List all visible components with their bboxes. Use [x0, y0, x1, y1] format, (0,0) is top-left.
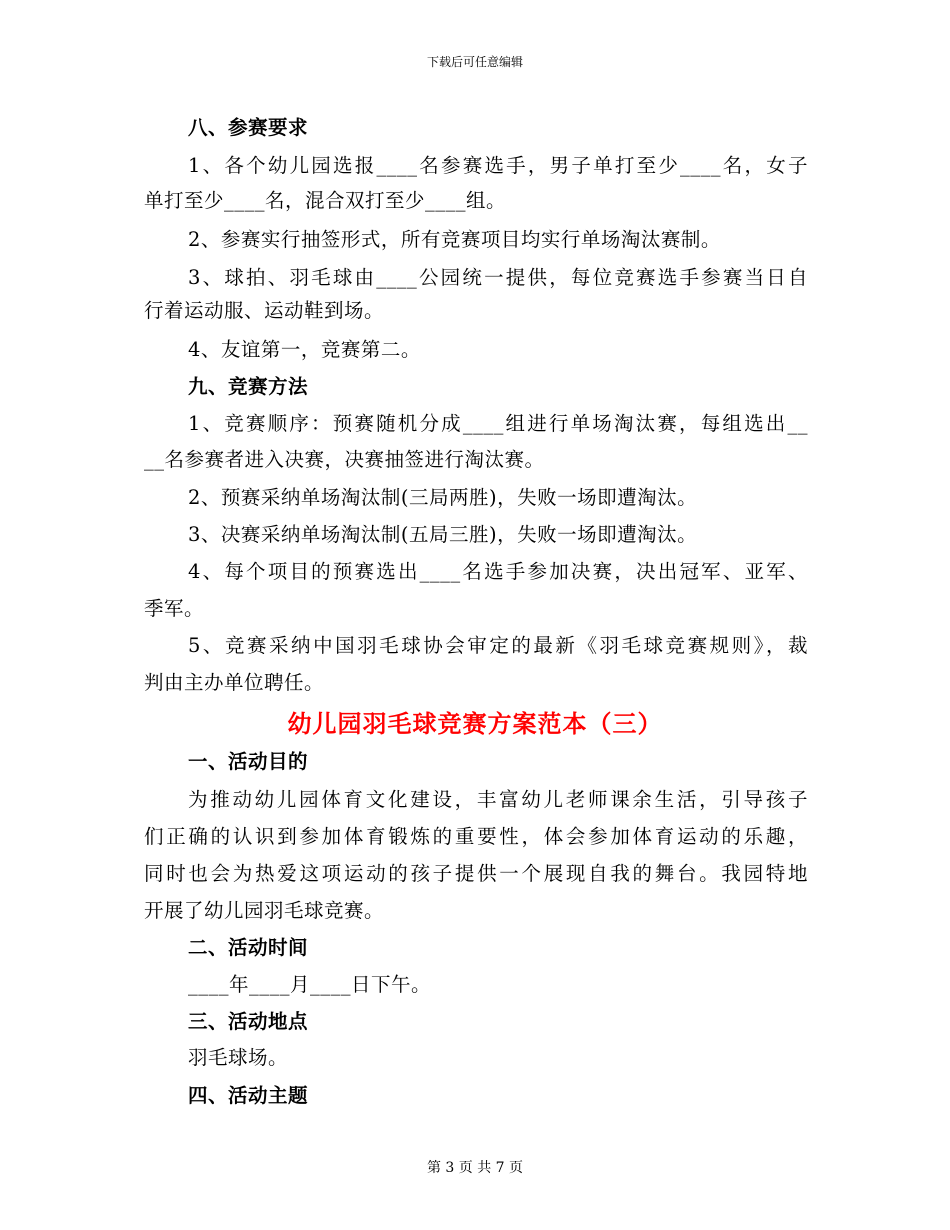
paragraph-line: 1、各个幼儿园选报____名参赛选手，男子单打至少____名，女子: [188, 154, 808, 177]
paragraph-line: ____年____月____日下午。: [188, 973, 432, 996]
paragraph-line: 1、竞赛顺序：预赛随机分成____组进行单场淘汰赛，每组选出__: [188, 412, 808, 435]
document-title: 幼儿园羽毛球竞赛方案范本（三）: [287, 709, 663, 738]
paragraph-line: 行着运动服、运动鞋到场。: [144, 299, 385, 322]
section-heading-4: 四、活动主题: [188, 1084, 309, 1107]
paragraph-line: 4、每个项目的预赛选出____名选手参加决赛，决出冠军、亚军、: [188, 560, 808, 583]
paragraph-line: 3、球拍、羽毛球由____公园统一提供，每位竞赛选手参赛当日自: [188, 266, 808, 289]
paragraph-line: 判由主办单位聘任。: [144, 671, 325, 694]
paragraph-line: 2、预赛采纳单场淘汰制(三局两胜)，失败一场即遭淘汰。: [188, 486, 698, 509]
paragraph-line: 为推动幼儿园体育文化建设，丰富幼儿老师课余生活，引导孩子: [188, 788, 808, 811]
page-header: 下载后可任意编辑: [426, 55, 523, 69]
section-heading-9: 九、竞赛方法: [188, 375, 309, 398]
section-heading-8: 八、参赛要求: [188, 116, 309, 139]
paragraph-line: 同时也会为热爱这项运动的孩子提供一个展现自我的舞台。我园特地: [144, 862, 808, 885]
paragraph-line: 季军。: [144, 597, 205, 620]
paragraph-line: __名参赛者进入决赛，决赛抽签进行淘汰赛。: [144, 448, 545, 471]
paragraph-line: 4、友谊第一，竞赛第二。: [188, 338, 421, 361]
paragraph-line: 单打至少____名，混合双打至少____组。: [144, 189, 507, 212]
paragraph-line: 3、决赛采纳单场淘汰制(五局三胜)，失败一场即遭淘汰。: [188, 523, 698, 546]
paragraph-line: 们正确的认识到参加体育锻炼的重要性，体会参加体育运动的乐趣，: [144, 825, 808, 848]
section-heading-1: 一、活动目的: [188, 750, 309, 773]
paragraph-line: 2、参赛实行抽签形式，所有竞赛项目均实行单场淘汰赛制。: [188, 228, 721, 251]
section-heading-3: 三、活动地点: [188, 1010, 309, 1033]
page-footer: 第 3 页 共 7 页: [426, 1160, 524, 1176]
paragraph-line: 5、竞赛采纳中国羽毛球协会审定的最新《羽毛球竞赛规则》，裁: [188, 634, 808, 657]
paragraph-line: 羽毛球场。: [188, 1046, 289, 1069]
section-heading-2: 二、活动时间: [188, 936, 309, 959]
paragraph-line: 开展了幼儿园羽毛球竞赛。: [144, 899, 385, 922]
